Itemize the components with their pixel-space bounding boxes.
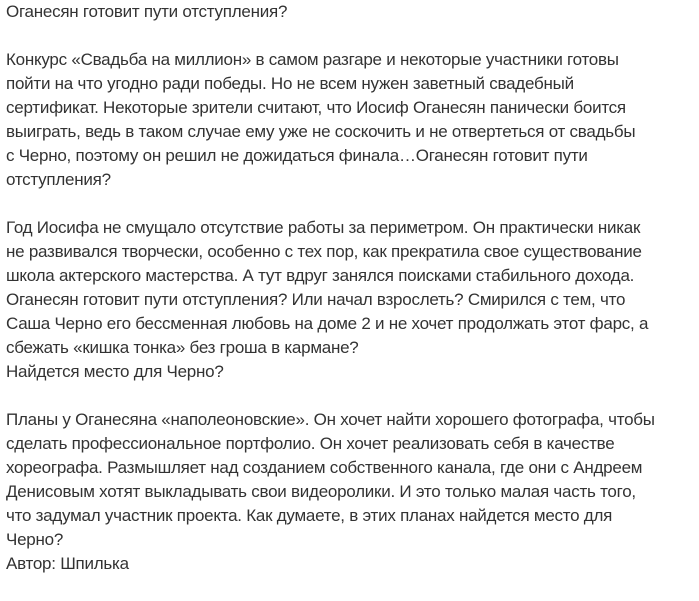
text-line: не развивался творчески, особенно с тех пор, как прекратила свое существование bbox=[6, 242, 642, 261]
text-line: отступления? bbox=[6, 170, 111, 189]
text-line: что задумал участник проекта. Как думаете, в этих планах найдется место для bbox=[6, 506, 613, 525]
paragraph-3 bbox=[6, 408, 699, 576]
text-line: Планы у Оганесяна «наполеоновские». Он хочет найти хорошего фотографа, чтобы bbox=[6, 410, 655, 429]
spacer bbox=[6, 192, 699, 216]
text-line: выиграть, ведь в таком случае ему уже не соскочить и не отвертеться от свадьбы bbox=[6, 122, 636, 141]
text-line: школа актерского мастерства. А тут вдруг занялся поисками стабильного дохода. bbox=[6, 266, 635, 285]
paragraph-2 bbox=[6, 216, 699, 384]
text-line: Конкурс «Свадьба на миллион» в самом разгаре и некоторые участники готовы bbox=[6, 50, 619, 69]
text-line: сделать профессиональное портфолио. Он хочет реализовать себя в качестве bbox=[6, 434, 615, 453]
text-line: Денисовым хотят выкладывать свои видеоролики. И это только малая часть того, bbox=[6, 482, 636, 501]
text-line: Год Иосифа не смущало отсутствие работы за периметром. Он практически никак bbox=[6, 218, 641, 237]
text-line: с Черно, поэтому он решил не дожидаться финала…Оганесян готовит пути bbox=[6, 146, 588, 165]
text-line: сертификат. Некоторые зрители считают, что Иосиф Оганесян панически боится bbox=[6, 98, 626, 117]
text-line: пойти на что угодно ради победы. Но не всем нужен заветный свадебный bbox=[6, 74, 574, 93]
spacer bbox=[6, 24, 699, 48]
text-line: Саша Черно его бессменная любовь на доме 2 и не хочет продолжать этот фарс, а bbox=[6, 314, 649, 333]
text-line: Черно? bbox=[6, 530, 64, 549]
article-title: Оганесян готовит пути отступления? bbox=[6, 2, 288, 21]
text-line: Найдется место для Черно? bbox=[6, 362, 224, 381]
text-line: Оганесян готовит пути отступления? Или начал взрослеть? Смирился с тем, что bbox=[6, 290, 626, 309]
text-line: сбежать «кишка тонка» без гроша в кармане? bbox=[6, 338, 359, 357]
author-line: Автор: Шпилька bbox=[6, 554, 129, 573]
spacer bbox=[6, 384, 699, 408]
paragraph-1 bbox=[6, 48, 699, 192]
text-line: хореографа. Размышляет над созданием собственного канала, где они с Андреем bbox=[6, 458, 643, 477]
